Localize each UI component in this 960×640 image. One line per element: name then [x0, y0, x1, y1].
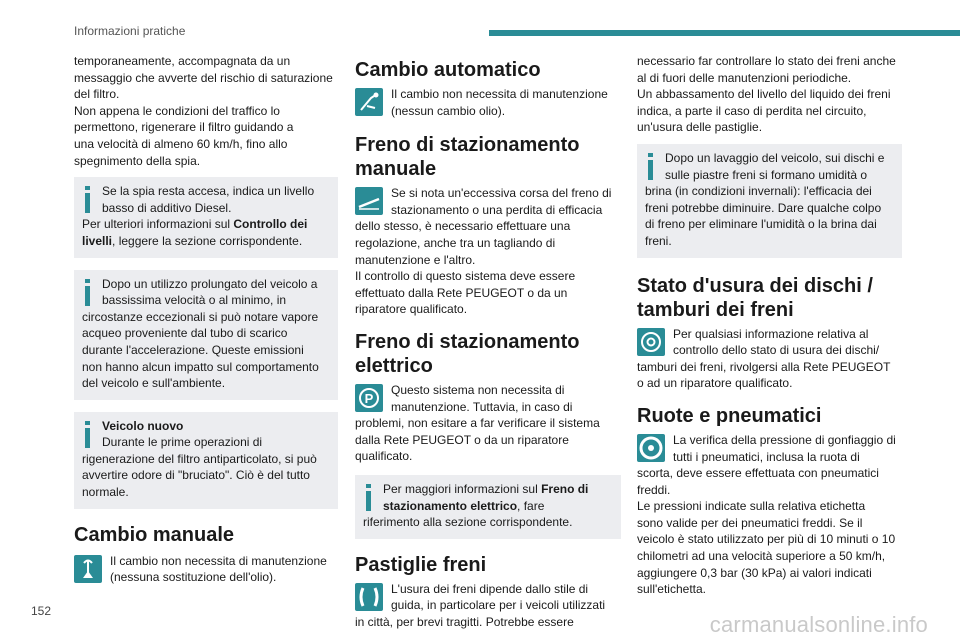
text-line: brina (in condizioni invernali): l'efficacia dei — [645, 184, 872, 199]
text-line: problemi, non esitare a far verificare il sistema — [355, 416, 600, 431]
text-line: rigenerazione del filtro antiparticolato, si può — [82, 451, 317, 466]
text-line: basso di additivo Diesel. — [102, 200, 232, 215]
text-line: sulle piastre freni si formano umidità o — [665, 167, 868, 182]
watermark: carmanualsonline.info — [709, 612, 928, 637]
section-body — [74, 553, 338, 586]
header-title: Informazioni pratiche — [74, 24, 186, 38]
electric-parking-brake-icon — [355, 384, 383, 412]
text-line: Se la spia resta accesa, indica un livello — [102, 184, 315, 199]
text-line: Il controllo di questo sistema deve essere — [355, 269, 576, 284]
heading-line: Freno di stazionamento — [355, 134, 580, 157]
section-heading — [637, 274, 902, 322]
info-icon — [82, 277, 96, 307]
text-line: non hanno alcun impatto sul comportamento — [82, 359, 319, 374]
heading-line: elettrico — [355, 354, 433, 377]
brake-disc-icon — [637, 328, 665, 356]
section-body — [637, 326, 902, 392]
section-body — [355, 185, 621, 318]
section-body — [637, 432, 902, 598]
text-line: di freno per eliminare l'umidità o la brina dai — [645, 217, 877, 232]
text-line: tutti i pneumatici, inclusa la ruota di — [673, 449, 860, 464]
info-icon — [82, 419, 96, 449]
text-line: (nessuna sostituzione dell'olio). — [110, 570, 277, 585]
section-body — [355, 86, 621, 119]
text-line: chilometri ad una velocità superiore a 50 km/h, — [637, 549, 886, 564]
text-line: al di fuori delle manutenzioni periodiche. — [637, 70, 852, 85]
text-line: permettono, rigenerare il filtro guidando a — [74, 120, 294, 135]
parking-brake-lever-icon — [355, 187, 383, 215]
text-line: bassissima velocità o al minimo, in — [102, 293, 287, 308]
text-line: acqueo proveniente dal tubo di scarico — [82, 326, 288, 341]
text-line: tamburi dei freni, rivolgersi alla Rete PEUGEOT — [637, 359, 891, 374]
section-heading: Cambio automatico — [355, 59, 541, 81]
column-2 — [355, 50, 621, 630]
text-line: qualificato. — [355, 449, 413, 464]
info-icon — [363, 482, 377, 512]
tyre-icon — [637, 434, 665, 462]
bold-ref: Controllo dei — [233, 217, 308, 232]
note-title: Veicolo nuovo — [102, 418, 184, 433]
text-line: circostanze eccezionali si può notare vapore — [82, 309, 319, 324]
text-span: , fare — [517, 498, 545, 513]
heading-line: tamburi dei freni — [637, 298, 794, 321]
text-line: spegnimento della spia. — [74, 153, 201, 168]
column-3 — [637, 50, 902, 598]
svg-text:P: P — [364, 390, 374, 406]
brake-pads-icon — [355, 583, 383, 611]
bold-ref: livelli — [82, 233, 113, 248]
text-line: indica, a parte il caso di perdita nel circuito, — [637, 103, 867, 118]
text-line: effettuato dalla Rete PEUGEOT o da un — [355, 285, 568, 300]
text-line: Per qualsiasi informazione relativa al — [673, 326, 869, 341]
text-line: freni. — [645, 233, 672, 248]
text-line: sono valide per dei pneumatici freddi. Se il — [637, 515, 863, 530]
text-line: messaggio che avverte del rischio di saturazione — [74, 70, 333, 85]
section-heading: Cambio manuale — [74, 523, 235, 546]
text-line: del veicolo e sull'ambiente. — [82, 376, 226, 391]
text-line: L'usura dei freni dipende dallo stile di — [391, 581, 589, 596]
text-line: Dopo un utilizzo prolungato del veicolo a — [102, 276, 318, 291]
gearbox-icon — [355, 88, 383, 116]
text-line: Le pressioni indicate sulla relativa etichetta — [637, 499, 866, 514]
bold-ref: stazionamento elettrico — [383, 498, 518, 513]
text-span: Per ulteriori informazioni sul — [82, 217, 234, 232]
text-line: controllo dello stato di usura dei dischi/ — [673, 343, 880, 358]
text-line: necessario far controllare lo stato dei freni anche — [637, 54, 896, 68]
text-line — [82, 216, 330, 233]
text-line: Questo sistema non necessita di — [391, 382, 565, 397]
text-line: del filtro. — [74, 87, 120, 102]
text-line: in città, per brevi tragitti. Potrebbe essere — [355, 614, 574, 629]
gear-shift-icon — [74, 555, 102, 583]
section-heading — [355, 133, 621, 181]
text-line: sull'etichetta. — [637, 582, 706, 597]
text-line: Non appena le condizioni del traffico lo — [74, 103, 280, 118]
text-line: stazionamento o una perdita di efficacia — [391, 202, 603, 217]
text-line: riparatore qualificato. — [355, 302, 468, 317]
text-line: durante l'accelerazione. Queste emissioni — [82, 342, 304, 357]
text-line — [363, 481, 613, 498]
text-line: Un abbassamento del livello del liquido dei freni — [637, 87, 891, 102]
info-icon — [82, 184, 96, 214]
intro-paragraph — [637, 53, 902, 136]
section-heading: Ruote e pneumatici — [637, 404, 822, 427]
text-line: dello stesso, è necessario effettuare una — [355, 219, 571, 234]
text-line: o ad un riparatore qualificato. — [637, 376, 793, 391]
column-1 — [74, 50, 338, 586]
text-line: Se si nota un'eccessiva corsa del freno di — [391, 186, 612, 201]
text-line — [363, 498, 613, 515]
text-line: manutenzione. Tuttavia, in caso di — [391, 399, 573, 414]
text-line: Il cambio non necessita di manutenzione — [391, 87, 608, 101]
section-heading — [355, 330, 621, 378]
text-line: veicolo è stato utilizzato per più di 10 minuti o 10 — [637, 532, 896, 547]
text-line: guida, in particolare per i veicoli utilizzati — [391, 598, 606, 613]
info-note — [74, 177, 338, 257]
heading-line: manuale — [355, 158, 437, 181]
text-line: manutenzione e l'altro. — [355, 252, 476, 267]
text-line: avvertire odore di "bruciato". Ciò è del tutto — [82, 468, 310, 483]
info-icon — [645, 151, 659, 181]
text-line: freni potrebbe diminuire. Dare qualche colpo — [645, 200, 882, 215]
info-note — [637, 144, 902, 258]
page-number: 152 — [31, 604, 52, 618]
text-line: un'usura delle pastiglie. — [637, 120, 763, 135]
text-line: temporaneamente, accompagnata da un — [74, 54, 291, 68]
info-note — [74, 412, 338, 509]
text-line: (nessun cambio olio). — [391, 103, 506, 118]
text-line: dalla Rete PEUGEOT o da un riparatore — [355, 432, 569, 447]
text-line: una velocità di almeno 60 km/h, fino allo — [74, 136, 288, 151]
text-line: La verifica della pressione di gonfiaggio di — [673, 432, 896, 447]
info-note — [355, 475, 621, 539]
text-line — [82, 233, 330, 250]
text-line: freddi. — [637, 482, 671, 497]
text-line: scorta, deve essere effettuata con pneumatici — [637, 466, 879, 481]
section-heading: Pastiglie freni — [355, 553, 487, 576]
text-line: riferimento alla sezione corrispondente. — [363, 515, 573, 530]
intro-paragraph — [74, 53, 338, 169]
text-span: Per maggiori informazioni sul — [383, 481, 542, 496]
text-line: Dopo un lavaggio del veicolo, sui dischi e — [665, 150, 885, 165]
text-line: regolazione, anche tra un tagliando di — [355, 235, 556, 250]
text-line: aggiungere 0,3 bar (30 kPa) ai valori indicati — [637, 565, 872, 580]
section-body — [355, 382, 621, 465]
bold-ref: Freno di — [541, 481, 589, 496]
text-line: Durante le prime operazioni di — [102, 435, 263, 450]
header-accent-bar — [489, 30, 960, 36]
info-note — [74, 270, 338, 400]
section-body — [355, 581, 621, 631]
text-span: , leggere la sezione corrispondente. — [112, 233, 303, 248]
text-line: Il cambio non necessita di manutenzione — [110, 553, 327, 568]
heading-line: Stato d'usura dei dischi / — [637, 274, 873, 297]
heading-line: Freno di stazionamento — [355, 330, 580, 353]
text-line: normale. — [82, 485, 129, 500]
